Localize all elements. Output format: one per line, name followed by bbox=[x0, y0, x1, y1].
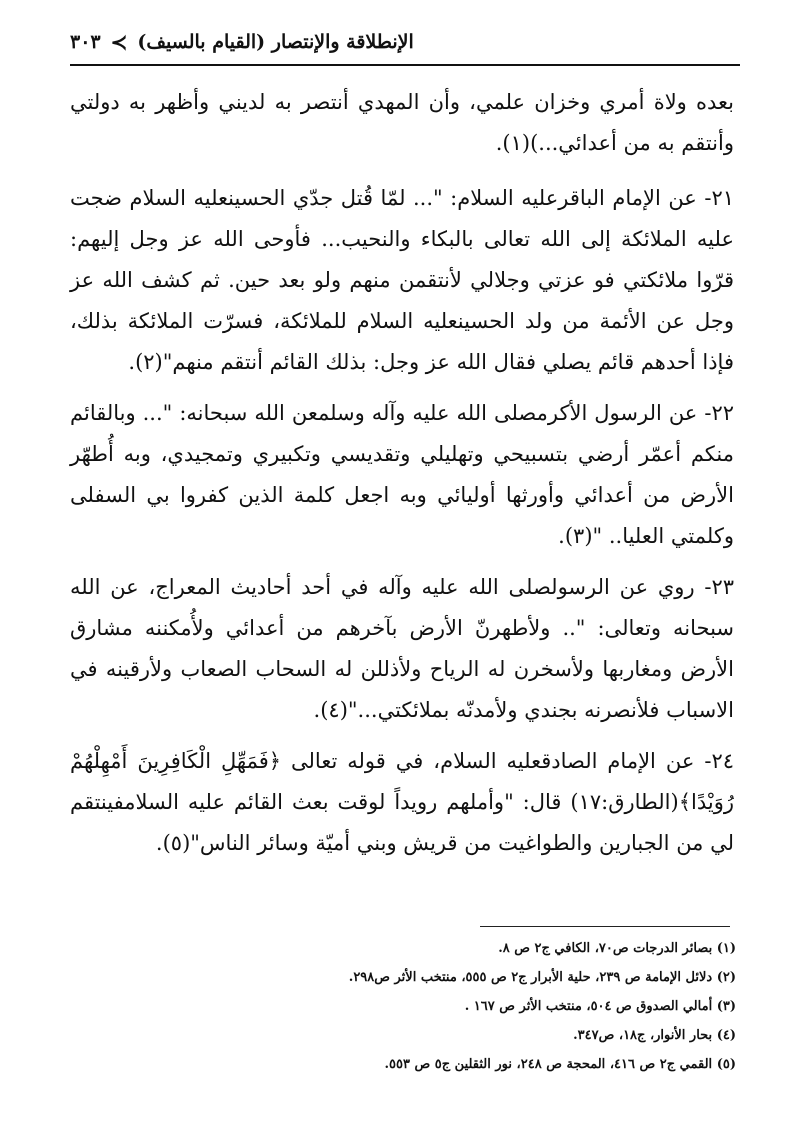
header-divider bbox=[70, 64, 740, 66]
main-text bbox=[70, 82, 734, 874]
footnote-divider bbox=[480, 926, 730, 927]
footnotes bbox=[250, 934, 736, 1079]
header-title: الإنطلاقة والإنتصار (القيام بالسيف) bbox=[137, 31, 414, 53]
footnote-1: (١) بصائر الدرجات ص٧٠، الكافي ج٢ ص ٨. bbox=[498, 941, 736, 956]
page-number: ٣٠٣ bbox=[70, 31, 101, 53]
paragraph-21: ٢١- عن الإمام الباقرعليه السلام: "... لمّا قُتل جدّي الحسينعليه السلام ضجت عليه الملائكة إلى الله تعالى بالبكاء والنحيب... فأوحى الله عز وجل إليهم: قرّوا ملائكتي فو عزتي وجلالي لأنتقمن منهم ولو بعد حين. ثم كشف الله عز وجل عن الأئمة من ولد الحسينعليه السلام للملائكة، فسرّت الملائكة بذلك، فإذا أحدهم قائم يصلي فقال الله عز وجل: بذلك القائم أنتقم منهم"(٢). bbox=[70, 186, 734, 374]
paragraph-continuation: بعده ولاة أمري وخزان علمي، وأن المهدي أنتصر به لديني وأظهر به دولتي وأنتقم به من أعدائي...)(١). bbox=[70, 90, 734, 155]
footnote-5: (٥) القمي ج٢ ص ٤١٦، المحجة ص ٢٤٨، نور الثقلين ج٥ ص ٥٥٣. bbox=[384, 1057, 736, 1072]
header-arrow-icon: ≻ bbox=[110, 30, 128, 54]
footnote-2: (٢) دلائل الإمامة ص ٢٣٩، حلية الأبرار ج٢ ص ٥٥٥، منتخب الأثر ص٢٩٨. bbox=[348, 970, 736, 985]
footnote-3: (٣) أمالي الصدوق ص ٥٠٤، منتخب الأثر ص ١٦٧ . bbox=[464, 999, 736, 1014]
paragraph-23: ٢٣- روي عن الرسولصلى الله عليه وآله في أحد أحاديث المعراج، عن الله سبحانه وتعالى: ".. ولأطهرنّ الأرض بآخرهم من أعدائي ولأُمكننه مشارق الأرض ومغاربها ولأسخرن له الرياح ولأذللن له السحاب الصعاب ولأرقينه في الاسباب فلأنصرنه بجندي ولأمدنّه بملائكتي..."(٤). bbox=[70, 575, 734, 722]
paragraph-24: ٢٤- عن الإمام الصادقعليه السلام، في قوله تعالى ﴿فَمَهِّلِ الْكَافِرِينَ أَمْهِلْهُمْ رُوَيْدًا﴾(الطارق:١٧) قال: "وأملهم رويداً لوقت بعث القائم عليه السلامفينتقم لي من الجبارين والطواغيت من قريش وبني أميّة وسائر الناس"(٥). bbox=[70, 749, 734, 855]
running-header bbox=[70, 30, 740, 54]
paragraph-22: ٢٢- عن الرسول الأكرمصلى الله عليه وآله وسلمعن الله سبحانه: "... وبالقائم منكم أعمّر أرضي بتسبيحي وتهليلي وتقديسي وتكبيري وتمجيدي، وبه أُطهّر الأرض من أعدائي وأورثها أوليائي وبه اجعل كلمة الذين كفروا بي السفلى وكلمتي العليا.. "(٣). bbox=[70, 401, 734, 548]
footnote-4: (٤) بحار الأنوار، ج١٨، ص٣٤٧. bbox=[573, 1028, 736, 1043]
